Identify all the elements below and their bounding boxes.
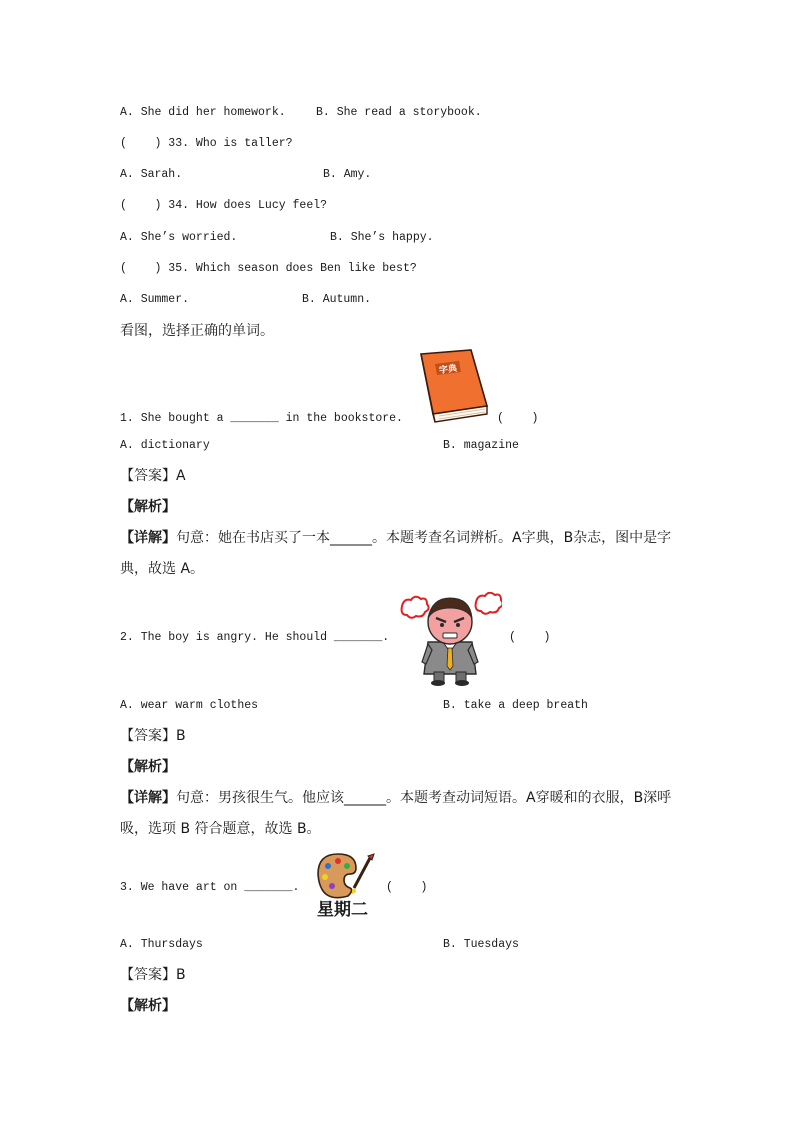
- angry-boy-icon: [398, 592, 502, 686]
- q2-detail-line2: 吸，选项 B 符合题意，故选 B。: [120, 821, 321, 837]
- q3-analysis-label: 【解析】: [120, 998, 176, 1014]
- q1-detail-line2: 典，故选 A。: [120, 561, 205, 577]
- q3-stem: 3. We have art on _______.: [120, 881, 300, 894]
- q1-detail-label: 【详解】: [120, 530, 176, 546]
- q1-analysis-label: 【解析】: [120, 499, 176, 515]
- q34-stem: ( ) 34. How does Lucy feel?: [120, 199, 328, 212]
- q2-analysis-label: 【解析】: [120, 759, 176, 775]
- tuesday-label: 星期二: [317, 900, 368, 920]
- q1-answer: 【答案】A: [120, 468, 186, 484]
- q34-option-a: A. She’s worried.: [120, 231, 238, 244]
- q2-answer: 【答案】B: [120, 728, 186, 744]
- q35-stem: ( ) 35. Which season does Ben like best?: [120, 262, 417, 275]
- q35-option-a: A. Summer.: [120, 293, 190, 306]
- q32-option-b: B. She read a storybook.: [316, 106, 482, 119]
- q1-option-b: B. magazine: [443, 439, 519, 452]
- q35-option-b: B. Autumn.: [302, 293, 372, 306]
- q2-detail-line1: [120, 788, 671, 808]
- palette-icon: [312, 852, 376, 900]
- q3-answer: 【答案】B: [120, 967, 186, 983]
- q2-stem: 2. The boy is angry. He should _______.: [120, 631, 390, 644]
- q1-detail-text: 句意：她在书店买了一本______。本题考查名词辨析。A字典，B杂志，图中是字: [176, 530, 672, 546]
- q1-option-a: A. dictionary: [120, 439, 210, 452]
- q3-option-b: B. Tuesdays: [443, 938, 519, 951]
- q1-detail-line1: [120, 528, 671, 548]
- q2-detail-label: 【详解】: [120, 790, 176, 806]
- q34-option-b: B. She’s happy.: [330, 231, 434, 244]
- q32-option-a: A. She did her homework.: [120, 106, 286, 119]
- section-title: 看图，选择正确的单词。: [120, 323, 274, 339]
- q33-option-a: A. Sarah.: [120, 168, 183, 181]
- q1-answer-blank: ( ): [497, 412, 539, 425]
- q33-option-b: B. Amy.: [323, 168, 372, 181]
- q2-answer-blank: ( ): [509, 631, 551, 644]
- q3-answer-blank: ( ): [386, 881, 428, 894]
- q1-stem: 1. She bought a _______ in the bookstore.: [120, 412, 403, 425]
- q2-option-a: A. wear warm clothes: [120, 699, 259, 712]
- dictionary-icon: [413, 348, 489, 424]
- dictionary-label: 字典: [438, 363, 458, 377]
- q33-stem: ( ) 33. Who is taller?: [120, 137, 293, 150]
- q3-option-a: A. Thursdays: [120, 938, 203, 951]
- q2-option-b: B. take a deep breath: [443, 699, 588, 712]
- q2-detail-text: 句意：男孩很生气。他应该______。本题考查动词短语。A穿暖和的衣服，B深呼: [176, 790, 672, 806]
